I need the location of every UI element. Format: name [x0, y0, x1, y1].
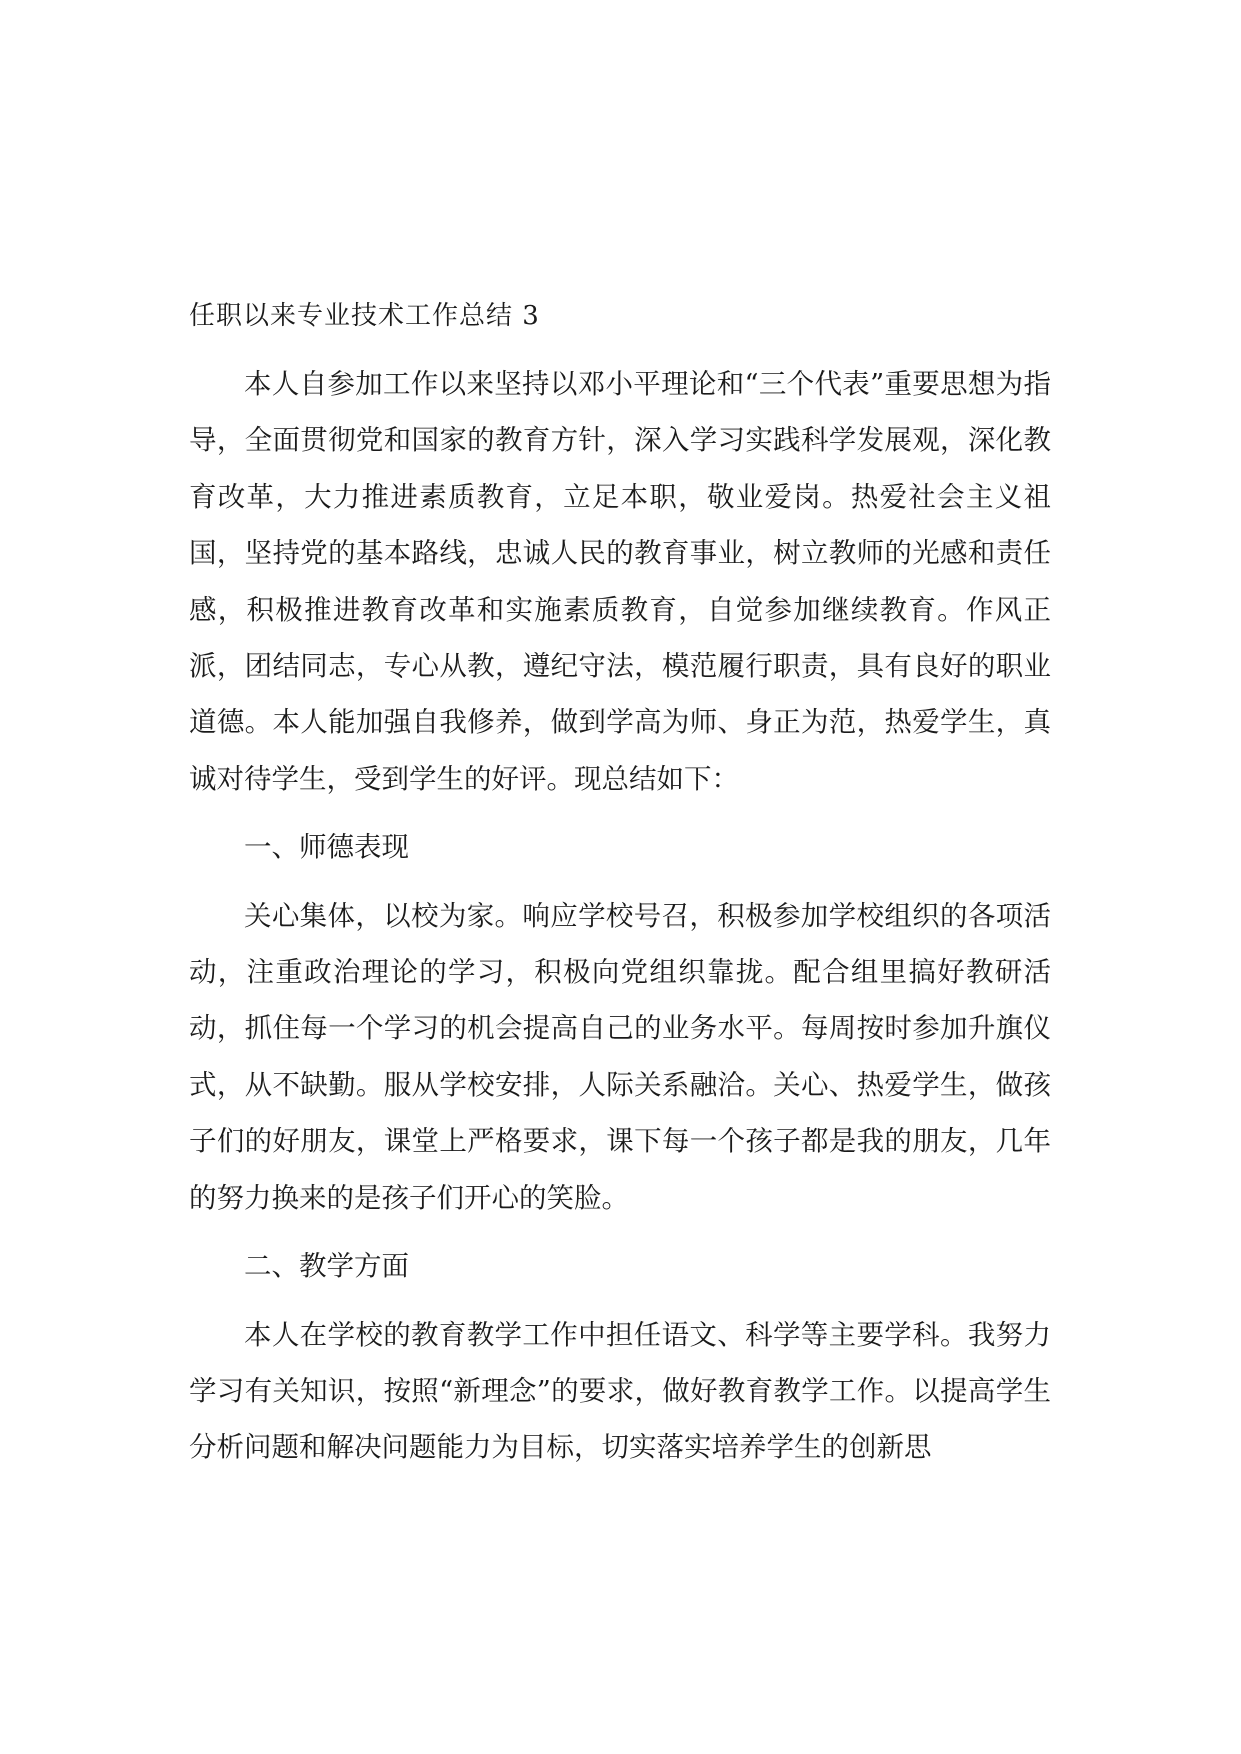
section-heading-teaching: 二、教学方面 [244, 1250, 409, 1283]
teaching-paragraph: 本人在学校的教育教学工作中担任语文、科学等主要学科。我努力学习有关知识，按照“新理念”的要求，做好教育教学工作。以提高学生分析问题和解决问题能力为目标，切实落实培养学生的创新思 [189, 1318, 1051, 1464]
ethics-paragraph: 关心集体，以校为家。响应学校号召，积极参加学校组织的各项活动，注重政治理论的学习，积极向党组织靠拢。配合组里搞好教研活动，抓住每一个学习的机会提高自己的业务水平。每周按时参加升旗仪式，从不缺勤。服从学校安排，人际关系融洽。关心、热爱学生，做孩子们的好朋友，课堂上严格要求，课下每一个孩子都是我的朋友，几年的努力换来的是孩子们开心的笑脸。 [189, 899, 1051, 1214]
document-body [189, 288, 1051, 1476]
intro-paragraph: 本人自参加工作以来坚持以邓小平理论和“三个代表”重要思想为指导，全面贯彻党和国家的教育方针，深入学习实践科学发展观，深化教育改革，大力推进素质教育，立足本职，敬业爱岗。热爱社会主义祖国，坚持党的基本路线，忠诚人民的教育事业，树立教师的光感和责任感，积极推进教育改革和实施素质教育，自觉参加继续教育。作风正派，团结同志，专心从教，遵纪守法，模范履行职责，具有良好的职业道德。本人能加强自我修养，做到学高为师、身正为范，热爱学生，真诚对待学生，受到学生的好评。现总结如下： [189, 368, 1051, 795]
document-title: 任职以来专业技术工作总结 3 [189, 301, 540, 331]
section-heading-ethics: 一、师德表现 [244, 831, 409, 864]
